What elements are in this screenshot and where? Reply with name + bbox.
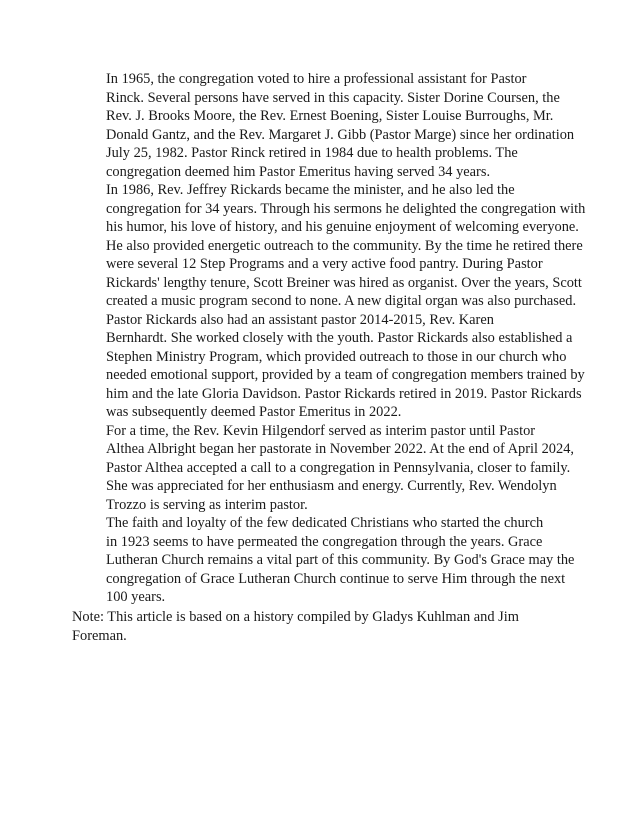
text-line: was subsequently deemed Pastor Emeritus in 2022.: [106, 404, 402, 420]
paragraph-rickards: [72, 181, 586, 311]
text-line: created a music program second to none. A new digital organ was also purchased.: [106, 293, 577, 309]
text-line: Rickards' lengthy tenure, Scott Breiner was hired as organist. Over the years, Scott: [106, 274, 582, 291]
text-line: Rev. J. Brooks Moore, the Rev. Ernest Boening, Sister Louise Burroughs, Mr.: [106, 108, 554, 124]
text-line: his humor, his love of history, and his genuine enjoyment of welcoming everyone.: [106, 219, 579, 235]
text-line: He also provided energetic outreach to the community. By the time he retired there: [106, 237, 583, 254]
text-line: needed emotional support, provided by a team of congregation members trained by: [106, 367, 585, 383]
text-line: were several 12 Step Programs and a very active food pantry. During Pastor: [106, 256, 543, 272]
text-line: July 25, 1982. Pastor Rinck retired in 1984 due to health problems. The: [106, 145, 518, 161]
paragraph-assistants: [72, 70, 575, 181]
text-line: In 1965, the congregation voted to hire a professional assistant for Pastor: [106, 71, 527, 87]
text-line: Trozzo is serving as interim pastor.: [106, 496, 308, 513]
text-line: congregation for 34 years. Through his sermons he delighted the congregation with: [106, 200, 586, 217]
article-body: [72, 70, 586, 607]
source-note: [72, 608, 570, 645]
text-line: The faith and loyalty of the few dedicated Christians who started the church: [106, 515, 544, 531]
text-line: She was appreciated for her enthusiasm and energy. Currently, Rev. Wendolyn: [106, 478, 557, 494]
text-line: Note: This article is based on a history compiled by Gladys Kuhlman and Jim: [72, 609, 519, 625]
text-line: Pastor Althea accepted a call to a congregation in Pennsylvania, closer to family.: [106, 459, 571, 476]
text-line: him and the late Gloria Davidson. Pastor Rickards retired in 2019. Pastor Rickards: [106, 385, 582, 402]
paragraph-interim: [72, 422, 574, 515]
text-line: congregation of Grace Lutheran Church continue to serve Him through the next: [106, 570, 566, 587]
text-line: Donald Gantz, and the Rev. Margaret J. Gibb (Pastor Marge) since her ordination: [106, 126, 575, 143]
text-line: For a time, the Rev. Kevin Hilgendorf served as interim pastor until Pastor: [106, 422, 536, 439]
paragraph-assistant-pastor: [72, 311, 585, 422]
text-line: Althea Albright began her pastorate in November 2022. At the end of April 2024,: [106, 441, 574, 457]
text-line: Pastor Rickards also had an assistant pastor 2014-2015, Rev. Karen: [106, 311, 494, 328]
text-line: Lutheran Church remains a vital part of this community. By God's Grace may the: [106, 552, 575, 568]
text-line: In 1986, Rev. Jeffrey Rickards became the minister, and he also led the: [106, 182, 515, 198]
text-line: Foreman.: [72, 627, 127, 644]
text-line: in 1923 seems to have permeated the congregation through the years. Grace: [106, 533, 543, 550]
text-line: congregation deemed him Pastor Emeritus having served 34 years.: [106, 163, 491, 180]
text-line: Stephen Ministry Program, which provided outreach to those in our church who: [106, 348, 567, 365]
text-line: Bernhardt. She worked closely with the youth. Pastor Rickards also established a: [106, 330, 573, 346]
paragraph-closing: [72, 514, 575, 607]
text-line: Rinck. Several persons have served in this capacity. Sister Dorine Coursen, the: [106, 89, 560, 106]
text-line: 100 years.: [106, 589, 166, 605]
note-paragraph: [72, 608, 570, 645]
